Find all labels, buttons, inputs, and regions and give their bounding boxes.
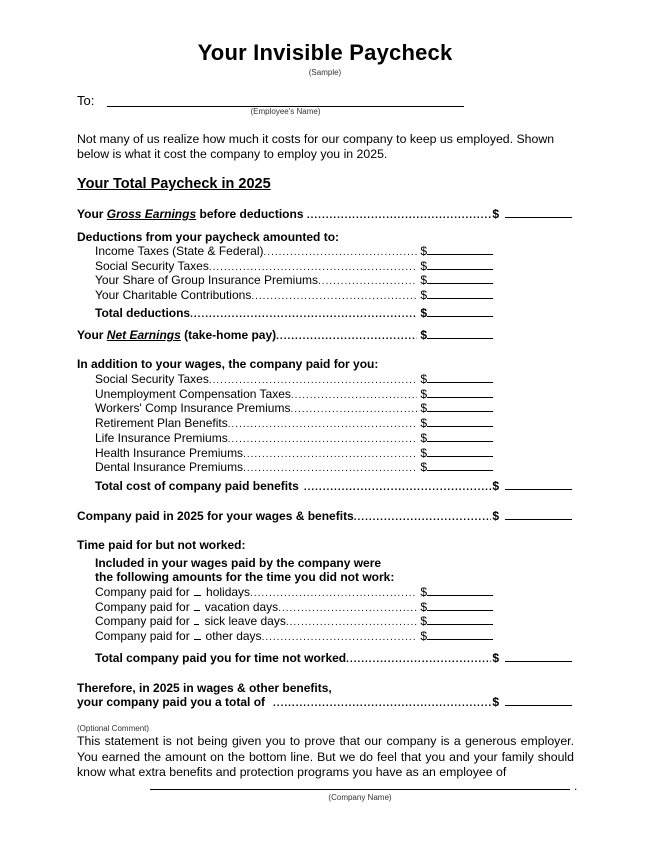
total-deductions-field[interactable] bbox=[427, 306, 493, 317]
deduction-row bbox=[95, 288, 493, 303]
company-name-field[interactable] bbox=[150, 789, 570, 790]
time-off-label: sick leave days bbox=[204, 614, 286, 628]
time-not-worked-heading: Time paid for but not worked: bbox=[77, 538, 246, 552]
total-time-not-worked-field[interactable] bbox=[505, 651, 572, 662]
currency-symbol: $ bbox=[420, 387, 427, 401]
total-benefits-label: Total cost of company paid benefits bbox=[95, 479, 299, 493]
total-benefits-field[interactable] bbox=[505, 479, 572, 490]
benefit-row bbox=[95, 372, 493, 387]
charitable-contributions-field[interactable] bbox=[427, 288, 493, 299]
section-title: Your Total Paycheck in 2025 bbox=[77, 176, 271, 192]
grand-total-label: your company paid you a total of bbox=[77, 695, 266, 709]
time-off-prefix: Company paid for bbox=[95, 614, 190, 628]
deduction-label: Your Charitable Contributions bbox=[95, 288, 252, 302]
leader-dots bbox=[307, 208, 491, 223]
group-insurance-share-field[interactable] bbox=[427, 273, 493, 284]
wages-benefits-field[interactable] bbox=[505, 509, 572, 520]
deduction-label: Income Taxes (State & Federal) bbox=[95, 244, 264, 258]
currency-symbol: $ bbox=[492, 651, 499, 665]
dental-insurance-field[interactable] bbox=[427, 460, 493, 471]
currency-symbol: $ bbox=[420, 614, 427, 628]
net-earnings-field[interactable] bbox=[427, 328, 493, 339]
deduction-row bbox=[95, 273, 493, 288]
leader-dots bbox=[346, 652, 491, 667]
leader-dots bbox=[251, 289, 417, 304]
currency-symbol: $ bbox=[420, 401, 427, 415]
currency-symbol: $ bbox=[420, 244, 427, 258]
benefit-row bbox=[95, 416, 493, 431]
total-benefits-row bbox=[95, 479, 572, 494]
total-time-not-worked-label: Total company paid you for time not worked bbox=[95, 651, 347, 665]
total-deductions-row bbox=[95, 306, 493, 321]
time-off-row bbox=[95, 629, 493, 644]
time-off-label: vacation days bbox=[204, 600, 279, 614]
currency-symbol: $ bbox=[420, 585, 427, 599]
wages-benefits-label: Company paid in 2025 for your wages & benefits bbox=[77, 509, 354, 523]
deductions-heading: Deductions from your paycheck amounted to: bbox=[77, 230, 340, 244]
health-insurance-field[interactable] bbox=[427, 446, 493, 457]
leader-dots bbox=[304, 480, 492, 495]
sick-leave-count-field[interactable] bbox=[194, 614, 200, 625]
benefit-row bbox=[95, 446, 493, 461]
gross-earnings-label: Your Gross Earnings before deductions bbox=[77, 207, 304, 221]
currency-symbol: $ bbox=[420, 416, 427, 430]
time-off-row bbox=[95, 585, 493, 600]
currency-symbol: $ bbox=[420, 460, 427, 474]
currency-symbol: $ bbox=[492, 695, 499, 709]
retirement-plan-field[interactable] bbox=[427, 416, 493, 427]
workers-comp-field[interactable] bbox=[427, 401, 493, 412]
currency-symbol: $ bbox=[420, 372, 427, 386]
time-off-row bbox=[95, 600, 493, 615]
closing-paragraph: This statement is not being given you to prove that our company is a generous employer. You earned the amount on the bottom line. But we do feel that you and your family should know what extra benefits and protection programs you have as an employee of bbox=[77, 734, 574, 779]
deduction-row bbox=[95, 244, 493, 259]
intro-paragraph: Not many of us realize how much it costs for our company to keep us employed. Shown below is what it cost the company to employ you in 2025. bbox=[77, 132, 555, 161]
leader-dots bbox=[243, 461, 417, 476]
wages-benefits-row bbox=[77, 509, 572, 524]
deduction-label: Social Security Taxes bbox=[95, 259, 209, 273]
benefit-row bbox=[95, 401, 493, 416]
document-subtitle: (Sample) bbox=[308, 68, 342, 77]
closing-period: . bbox=[574, 779, 578, 793]
deduction-label: Your Share of Group Insurance Premiums bbox=[95, 273, 319, 287]
benefit-label: Retirement Plan Benefits bbox=[95, 416, 228, 430]
benefit-row bbox=[95, 460, 493, 475]
employer-social-security-field[interactable] bbox=[427, 372, 493, 383]
currency-symbol: $ bbox=[492, 479, 499, 493]
leader-dots bbox=[190, 307, 417, 322]
leader-dots bbox=[264, 245, 418, 260]
deduction-row bbox=[95, 259, 493, 274]
gross-earnings-field[interactable] bbox=[505, 207, 572, 218]
time-off-label: holidays bbox=[206, 585, 251, 599]
currency-symbol: $ bbox=[420, 431, 427, 445]
leader-dots bbox=[262, 630, 418, 645]
holidays-amount-field[interactable] bbox=[427, 585, 493, 596]
grand-total-line-1: Therefore, in 2025 in wages & other benefits, bbox=[77, 681, 332, 695]
benefit-label: Social Security Taxes bbox=[95, 372, 209, 386]
currency-symbol: $ bbox=[420, 288, 427, 302]
holidays-count-field[interactable] bbox=[194, 585, 201, 596]
time-off-prefix: Company paid for bbox=[95, 629, 190, 643]
optional-comment-label: (Optional Comment) bbox=[77, 724, 150, 733]
leader-dots bbox=[286, 615, 417, 630]
benefit-row bbox=[95, 431, 493, 446]
benefit-label: Workers' Comp Insurance Premiums bbox=[95, 401, 291, 415]
time-off-prefix: Company paid for bbox=[95, 585, 190, 599]
leader-dots bbox=[250, 586, 417, 601]
benefit-label: Dental Insurance Premiums bbox=[95, 460, 244, 474]
time-not-worked-subheading-1: Included in your wages paid by the company were bbox=[95, 556, 382, 570]
currency-symbol: $ bbox=[420, 273, 427, 287]
time-off-row bbox=[95, 614, 493, 629]
currency-symbol: $ bbox=[492, 207, 499, 221]
time-off-prefix: Company paid for bbox=[95, 600, 190, 614]
currency-symbol: $ bbox=[492, 509, 499, 523]
benefit-row bbox=[95, 387, 493, 402]
grand-total-field[interactable] bbox=[505, 695, 572, 706]
income-taxes-field[interactable] bbox=[427, 244, 493, 255]
total-deductions-label: Total deductions bbox=[95, 306, 191, 320]
sick-leave-amount-field[interactable] bbox=[427, 614, 493, 625]
to-label: To: bbox=[77, 93, 95, 108]
currency-symbol: $ bbox=[420, 259, 427, 273]
social-security-deduction-field[interactable] bbox=[427, 259, 493, 270]
gross-earnings-row bbox=[77, 207, 572, 222]
total-time-not-worked-row bbox=[95, 651, 572, 666]
currency-symbol: $ bbox=[420, 629, 427, 643]
time-not-worked-subheading-2: the following amounts for the time you did not work: bbox=[95, 570, 395, 584]
employee-name-caption: (Employee's Name) bbox=[250, 107, 321, 116]
life-insurance-field[interactable] bbox=[427, 431, 493, 442]
leader-dots bbox=[209, 373, 417, 388]
net-earnings-label: Your Net Earnings (take-home pay) bbox=[77, 328, 277, 342]
benefit-label: Health Insurance Premiums bbox=[95, 446, 244, 460]
currency-symbol: $ bbox=[420, 600, 427, 614]
benefit-label: Life Insurance Premiums bbox=[95, 431, 228, 445]
leader-dots bbox=[290, 402, 417, 417]
unemployment-taxes-field[interactable] bbox=[427, 387, 493, 398]
leader-dots bbox=[276, 329, 417, 344]
vacation-count-field[interactable] bbox=[194, 600, 200, 611]
net-earnings-row bbox=[77, 328, 493, 343]
benefit-label: Unemployment Compensation Taxes bbox=[95, 387, 291, 401]
leader-dots bbox=[228, 432, 418, 447]
currency-symbol: $ bbox=[420, 328, 427, 342]
leader-dots bbox=[318, 274, 417, 289]
document-title: Your Invisible Paycheck bbox=[197, 40, 453, 65]
currency-symbol: $ bbox=[420, 306, 427, 320]
time-off-label: other days bbox=[205, 629, 262, 643]
other-days-count-field[interactable] bbox=[194, 629, 201, 640]
other-days-amount-field[interactable] bbox=[427, 629, 493, 640]
currency-symbol: $ bbox=[420, 446, 427, 460]
leader-dots bbox=[273, 696, 491, 711]
leader-dots bbox=[228, 417, 418, 432]
grand-total-row bbox=[77, 695, 572, 710]
company-paid-heading: In addition to your wages, the company paid for you: bbox=[77, 357, 379, 371]
leader-dots bbox=[354, 510, 492, 525]
company-name-caption: (Company Name) bbox=[328, 793, 392, 802]
vacation-amount-field[interactable] bbox=[427, 600, 493, 611]
